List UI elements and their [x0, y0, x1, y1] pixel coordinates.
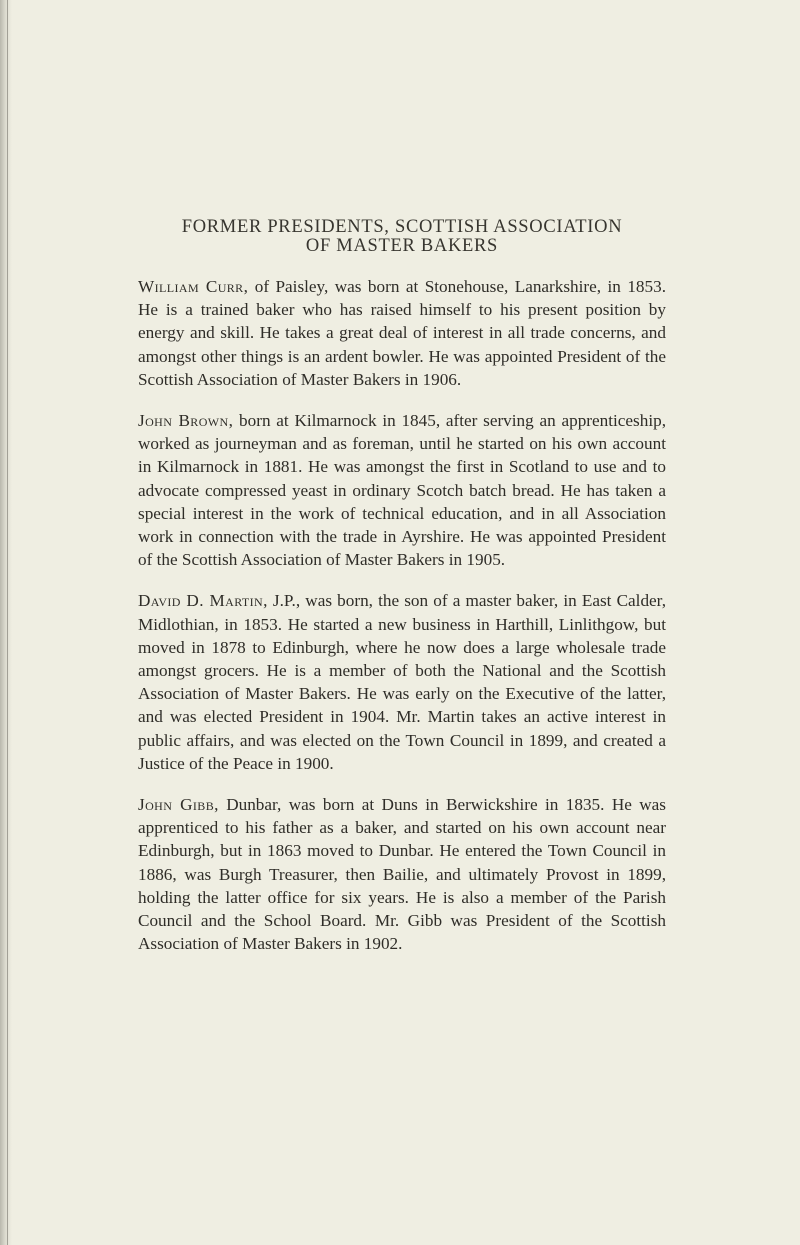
- biography-text: J.P., was born, the son of a master baker, in East Calder, Midlothian, in 1853. He started a new business in Harthill, Linlithgow, but moved in 1878 to Edinburgh, where he now does a large wholesale trade amongst grocers. He is a member of both the National and the Scottish Association of Master Bakers. He was early on the Executive of the latter, and was elected President in 1904. Mr. Martin takes an active interest in public affairs, and was elected on the Town Council in 1899, and created a Justice of the Peace in 1900.: [138, 591, 666, 773]
- page-edge-shadow: [0, 0, 12, 1245]
- biography-text: born at Kilmarnock in 1845, after serving an apprenticeship, worked as journeyman and as foreman, until he started on his own account in Kilmarnock in 1881. He was amongst the first in Scotland to use and to advocate compressed yeast in ordinary Scotch batch bread. He has taken a special interest in the work of technical education, and in all Association work in connection with the trade in Ayrshire. He was appointed President of the Scottish Association of Master Bakers in 1905.: [138, 411, 666, 570]
- biography-text: of Paisley, was born at Stonehouse, Lanarkshire, in 1853. He is a trained baker who has raised himself to his present position by energy and skill. He takes a great deal of interest in all trade concerns, and amongst other things is an ardent bowler. He was appointed President of the Scottish Association of Master Bakers in 1906.: [138, 277, 666, 389]
- page-title: [138, 218, 666, 256]
- person-name: John Brown,: [138, 411, 234, 431]
- biography-paragraph-martin: [138, 589, 666, 775]
- page-content: [138, 218, 666, 973]
- biography-text: Dunbar, was born at Duns in Berwickshire in 1835. He was apprenticed to his father as a baker, and started on his own account near Edinburgh, but in 1863 moved to Dunbar. He entered the Town Council in 1886, was Burgh Treasurer, then Bailie, and ultimately Provost in 1899, holding the latter office for six years. He is also a member of the Parish Council and the School Board. Mr. Gibb was President of the Scottish Association of Master Bakers in 1902.: [138, 795, 666, 954]
- person-name: John Gibb,: [138, 795, 219, 815]
- person-name: William Curr,: [138, 277, 249, 296]
- biography-paragraph-brown: [138, 409, 666, 571]
- person-name: David D. Martin,: [138, 591, 268, 611]
- title-line-1: FORMER PRESIDENTS, SCOTTISH ASSOCIATION: [181, 217, 623, 237]
- biography-paragraph-curr: [138, 275, 666, 391]
- page-edge-line: [7, 0, 8, 1245]
- title-line-2: OF MASTER BAKERS: [305, 236, 499, 256]
- biography-paragraph-gibb: [138, 793, 666, 955]
